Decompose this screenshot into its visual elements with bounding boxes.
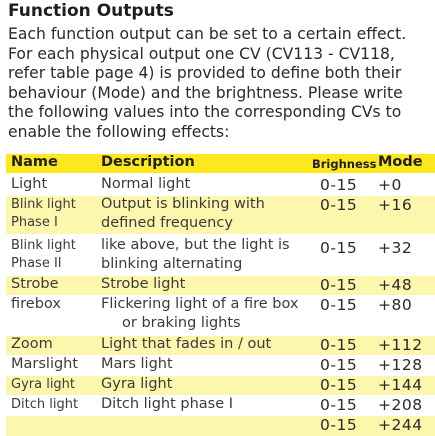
row-name: Zoom — [11, 336, 53, 352]
row-name: Marslight — [11, 356, 79, 372]
row-brightness: 0-15 — [320, 376, 358, 394]
paragraph-line: enable the following effects: — [8, 122, 230, 141]
table-row — [6, 336, 435, 355]
header-brightness: Brighness — [312, 157, 377, 171]
row-brightness: 0-15 — [320, 336, 358, 354]
row-mode: +128 — [378, 356, 423, 374]
row-description: Flickering light of a fire box — [101, 296, 299, 312]
row-mode: +244 — [378, 416, 423, 434]
row-mode: +0 — [378, 176, 402, 194]
row-brightness: 0-15 — [320, 176, 358, 194]
table-row — [6, 196, 435, 234]
paragraph-line: behaviour (Mode) and the brightness. Please write — [8, 83, 403, 102]
row-name: Strobe — [11, 276, 59, 292]
row-mode: +32 — [378, 239, 413, 257]
header-description: Description — [101, 154, 195, 170]
row-description: Mars light — [101, 356, 173, 372]
function-outputs-table — [6, 0, 435, 436]
row-description: blinking alternating — [101, 256, 243, 272]
row-brightness: 0-15 — [320, 239, 358, 257]
row-name: Phase II — [11, 256, 62, 271]
row-name: Phase I — [11, 215, 58, 230]
table-row — [6, 296, 435, 334]
table-header-row — [6, 154, 435, 173]
row-name: Blink light — [11, 238, 76, 253]
row-brightness: 0-15 — [320, 416, 358, 434]
row-mode: +208 — [378, 396, 423, 414]
table-row — [6, 176, 435, 195]
row-mode: +48 — [378, 276, 413, 294]
section-heading: Function Outputs — [8, 1, 174, 21]
table-row — [6, 416, 435, 436]
row-name: firebox — [11, 296, 61, 312]
row-brightness: 0-15 — [320, 196, 358, 214]
row-brightness: 0-15 — [320, 396, 358, 414]
table-row — [6, 237, 435, 275]
row-mode: +16 — [378, 196, 413, 214]
row-name: Gyra light — [11, 377, 76, 392]
row-name: Ditch light — [11, 397, 79, 412]
header-name: Name — [11, 154, 58, 170]
row-brightness: 0-15 — [320, 276, 358, 294]
row-description: Ditch light phase I — [101, 396, 234, 412]
row-mode: +80 — [378, 296, 413, 314]
row-description: defined frequency — [101, 215, 233, 231]
row-mode: +144 — [378, 376, 423, 394]
paragraph-line: Each function output can be set to a certain effect. — [8, 25, 407, 43]
row-name: Light — [11, 176, 48, 192]
row-description: Strobe light — [101, 276, 186, 292]
row-description: Normal light — [101, 176, 191, 192]
header-mode: Mode — [378, 154, 423, 170]
paragraph-line: refer table page 4) is provided to define both their — [8, 64, 402, 82]
row-description: like above, but the light is — [101, 237, 290, 253]
row-description: Output is blinking with — [101, 196, 265, 212]
row-name: Blink light — [11, 197, 76, 212]
paragraph-line: For each physical output one CV (CV113 - CV118, — [8, 44, 395, 63]
row-brightness: 0-15 — [320, 296, 358, 314]
row-brightness: 0-15 — [320, 356, 358, 374]
row-description: Gyra light — [101, 376, 173, 392]
row-description: Light that fades in / out — [101, 336, 272, 352]
table-row — [6, 276, 435, 295]
row-description: or braking lights — [122, 315, 241, 331]
paragraph-line: the following values into the corresponding CVs to — [8, 103, 402, 121]
table-row — [6, 376, 435, 395]
table-row — [6, 396, 435, 415]
row-mode: +112 — [378, 336, 423, 354]
table-row — [6, 356, 435, 375]
